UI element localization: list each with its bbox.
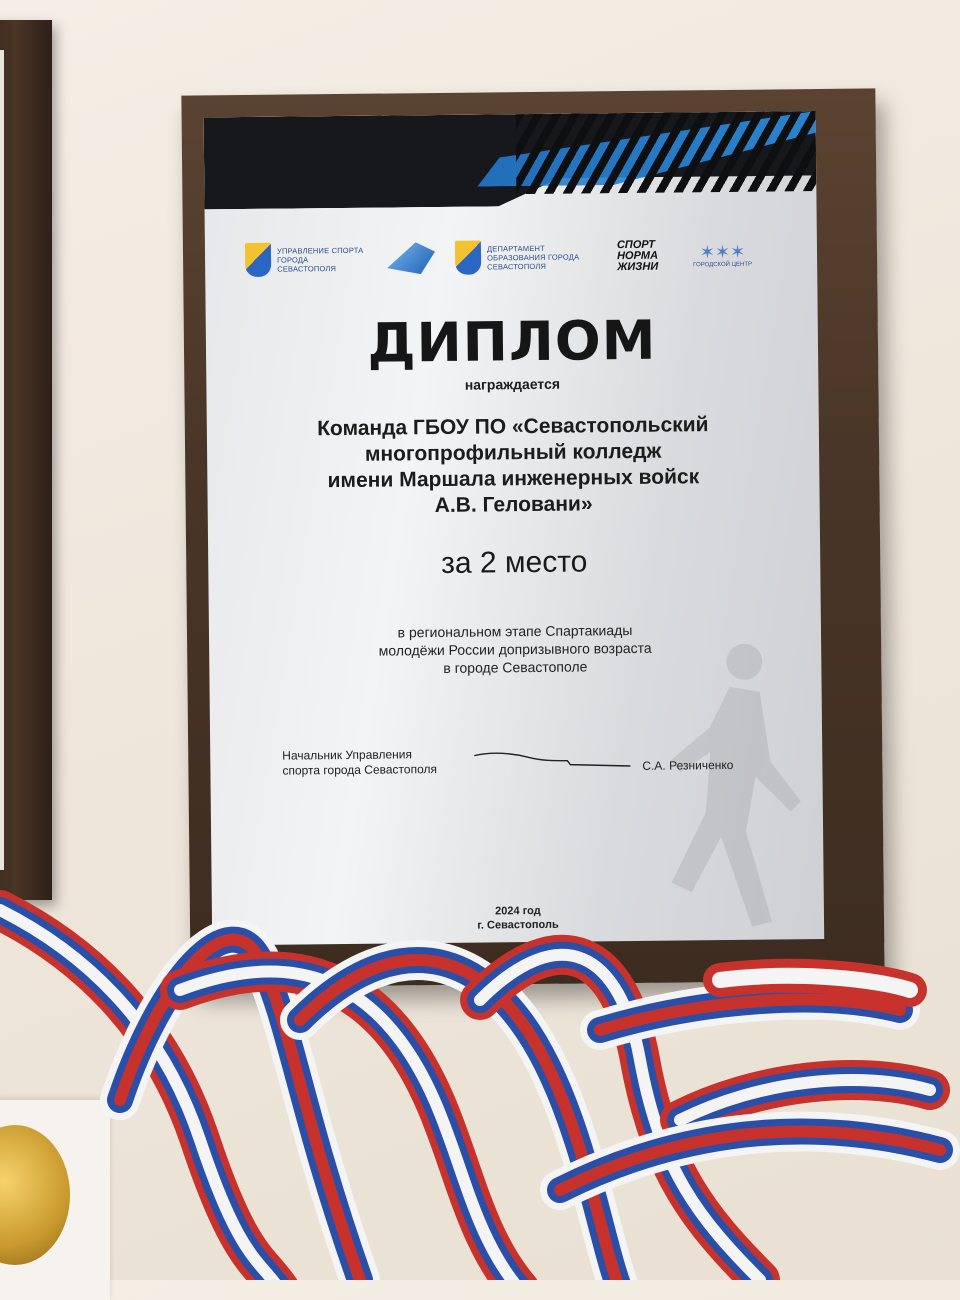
sport-norm-life-line-1: СПОРТ <box>616 238 656 251</box>
adjacent-frame-plate <box>0 50 4 870</box>
award-place: за 2 место <box>440 545 588 580</box>
city-center-figures-icon: ✶✶✶ <box>699 241 746 263</box>
signatory-role-line-2: спорта города Севастополя <box>282 762 438 778</box>
sport-department-text: УПРАВЛЕНИЕ СПОРТА ГОРОДА СЕВАСТОПОЛЯ <box>276 245 364 274</box>
logo-row <box>245 229 786 295</box>
sport-norm-life-logo <box>617 231 659 281</box>
footer-city: г. Севастополь <box>477 918 559 932</box>
header-stripes <box>516 111 817 194</box>
signatory-role-line-1: Начальник Управления <box>282 747 413 763</box>
awardee-line-2: многопрофильный колледж <box>364 439 662 466</box>
city-center-text: ГОРОДСКОЙ ЦЕНТР <box>693 261 753 269</box>
diploma-plaque <box>181 88 884 987</box>
signatory-role <box>282 747 482 779</box>
handwritten-signature <box>472 748 632 772</box>
sport-norm-life-line-2: НОРМА <box>616 249 659 262</box>
event-description <box>269 620 762 679</box>
sport-department-logo <box>245 234 370 285</box>
event-line-3: в городе Севастополе <box>443 658 588 676</box>
footer-year: 2024 год <box>495 904 541 918</box>
awardee-line-1: Команда ГБОУ ПО «Севастопольский <box>317 413 709 441</box>
sevastopol-coat-of-arms-icon <box>455 241 481 275</box>
sport-norm-life-line-3: ЖИЗНИ <box>617 260 659 273</box>
city-center-logo <box>693 230 752 281</box>
awardee-name <box>237 411 790 521</box>
education-department-logo <box>455 231 606 283</box>
diploma-subtitle: награждается <box>464 375 561 393</box>
tricolor-medal-ribbons <box>0 860 960 1280</box>
awardee-line-4: А.В. Геловани» <box>434 492 593 518</box>
awardee-line-3: имени Маршала инженерных войск <box>327 465 700 493</box>
diploma-title: ДИПЛОМ <box>367 308 657 375</box>
event-line-2: молодёжи России допризывного возраста <box>378 639 652 659</box>
diploma-plate <box>204 111 825 945</box>
sevastopol-coat-of-arms-icon <box>245 243 271 277</box>
adjacent-frame <box>0 20 52 900</box>
signatory-name: С.А. Резниченко <box>642 757 734 773</box>
education-department-text: ДЕПАРТАМЕНТ ОБРАЗОВАНИЯ ГОРОДА СЕВАСТОПОЛЯ <box>486 243 580 271</box>
event-line-1: в региональном этапе Спартакиады <box>397 621 633 641</box>
blue-emblem-icon <box>387 242 435 275</box>
blue-emblem-logo <box>387 233 436 283</box>
